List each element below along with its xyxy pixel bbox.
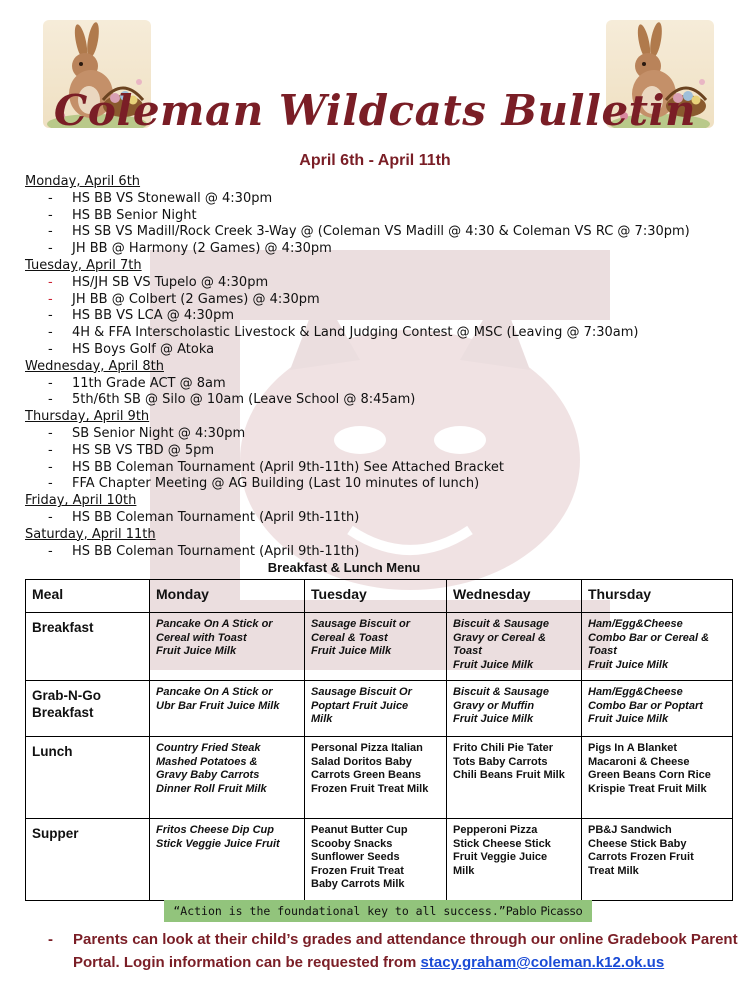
event-item: - HS/JH SB VS Tupelo @ 4:30pm <box>25 275 735 292</box>
menu-cell: Ham/Egg&Cheese Combo Bar or Poptart Fruit Juice Milk <box>582 681 733 737</box>
menu-cell: Sausage Biscuit Or Poptart Fruit Juice Milk <box>305 681 447 737</box>
date-range: April 6th - April 11th <box>299 152 451 169</box>
quote-banner <box>164 900 592 922</box>
parent-portal-notice <box>48 928 738 974</box>
menu-cell: Frito Chili Pie Tater Tots Baby Carrots Chili Beans Fruit Milk <box>447 737 582 819</box>
meal-label: Grab-N-Go Breakfast <box>26 681 150 737</box>
menu-cell: Biscuit & Sausage Gravy or Cereal & Toast Fruit Juice Milk <box>447 613 582 681</box>
menu-cell: Fritos Cheese Dip Cup Stick Veggie Juice Fruit <box>150 819 305 901</box>
event-item: - HS BB VS Stonewall @ 4:30pm <box>25 191 735 208</box>
event-item: - HS BB VS LCA @ 4:30pm <box>25 308 735 325</box>
day-heading: Tuesday, April 7th <box>25 257 142 273</box>
day-heading: Saturday, April 11th <box>25 526 156 542</box>
table-row <box>26 613 733 681</box>
event-item: - HS SB VS Madill/Rock Creek 3-Way @ (Coleman VS Madill @ 4:30 & Coleman VS RC @ 7:30pm) <box>25 224 735 241</box>
quote-author: Pablo Picasso <box>505 904 583 918</box>
event-item: - HS Boys Golf @ Atoka <box>25 342 735 359</box>
menu-header-row <box>26 580 733 613</box>
column-header: Tuesday <box>305 580 447 613</box>
menu-cell: Pepperoni Pizza Stick Cheese Stick Fruit Veggie Juice Milk <box>447 819 582 901</box>
menu-cell: Ham/Egg&Cheese Combo Bar or Cereal & Toast Fruit Juice Milk <box>582 613 733 681</box>
column-header: Monday <box>150 580 305 613</box>
event-item: - HS BB Senior Night <box>25 208 735 225</box>
event-item: - HS BB Coleman Tournament (April 9th-11th) <box>25 544 735 561</box>
day-heading: Friday, April 10th <box>25 493 137 509</box>
menu-title: Breakfast & Lunch Menu <box>267 560 421 575</box>
day-heading: Wednesday, April 8th <box>25 358 164 374</box>
column-header: Thursday <box>582 580 733 613</box>
day-heading: Monday, April 6th <box>25 174 141 189</box>
day-heading: Thursday, April 9th <box>25 409 150 425</box>
event-item: - SB Senior Night @ 4:30pm <box>25 426 735 443</box>
event-item: - 4H & FFA Interscholastic Livestock & Land Judging Contest @ MSC (Leaving @ 7:30am) <box>25 325 735 342</box>
event-item: - FFA Chapter Meeting @ AG Building (Last 10 minutes of lunch) <box>25 476 735 493</box>
menu-cell: Sausage Biscuit or Cereal & Toast Fruit Juice Milk <box>305 613 447 681</box>
column-header: Wednesday <box>447 580 582 613</box>
event-item: - JH BB @ Colbert (2 Games) @ 4:30pm <box>25 292 735 309</box>
meal-label: Breakfast <box>26 613 150 681</box>
table-row <box>26 819 733 901</box>
table-row <box>26 737 733 819</box>
table-row <box>26 681 733 737</box>
menu-cell: PB&J Sandwich Cheese Stick Baby Carrots Frozen Fruit Treat Milk <box>582 819 733 901</box>
weekly-schedule <box>25 174 735 560</box>
event-item: - 11th Grade ACT @ 8am <box>25 376 735 393</box>
menu-cell: Pigs In A Blanket Macaroni & Cheese Green Beans Corn Rice Krispie Treat Fruit Milk <box>582 737 733 819</box>
quote-text: “Action is the foundational key to all success.” <box>173 904 506 918</box>
notice-bullet: - <box>48 931 53 948</box>
menu-table <box>25 579 733 901</box>
email-link[interactable]: stacy.graham@coleman.k12.ok.us <box>420 954 665 971</box>
menu-cell: Peanut Butter Cup Scooby Snacks Sunflower Seeds Frozen Fruit Treat Baby Carrots Milk <box>305 819 447 901</box>
menu-cell: Personal Pizza Italian Salad Doritos Baby Carrots Green Beans Frozen Fruit Treat Milk <box>305 737 447 819</box>
meal-label: Supper <box>26 819 150 901</box>
event-item: - HS BB Coleman Tournament (April 9th-11th) <box>25 510 735 527</box>
menu-cell: Country Fried Steak Mashed Potatoes & Gravy Baby Carrots Dinner Roll Fruit Milk <box>150 737 305 819</box>
menu-cell: Pancake On A Stick or Ubr Bar Fruit Juice Milk <box>150 681 305 737</box>
event-item: - HS SB VS TBD @ 5pm <box>25 443 735 460</box>
event-item: - HS BB Coleman Tournament (April 9th-11th) See Attached Bracket <box>25 460 735 477</box>
column-header: Meal <box>26 580 150 613</box>
event-item: - 5th/6th SB @ Silo @ 10am (Leave School @ 8:45am) <box>25 392 735 409</box>
bulletin-title: Coleman Wildcats Bulletin <box>53 86 697 135</box>
menu-cell: Biscuit & Sausage Gravy or Muffin Fruit Juice Milk <box>447 681 582 737</box>
menu-cell: Pancake On A Stick or Cereal with Toast Fruit Juice Milk <box>150 613 305 681</box>
event-item: - JH BB @ Harmony (2 Games) @ 4:30pm <box>25 241 735 258</box>
meal-label: Lunch <box>26 737 150 819</box>
notice-text: Parents can look at their child’s grades and attendance through our online Gradebook Parent Portal. Login information can be requested from <box>73 931 738 971</box>
